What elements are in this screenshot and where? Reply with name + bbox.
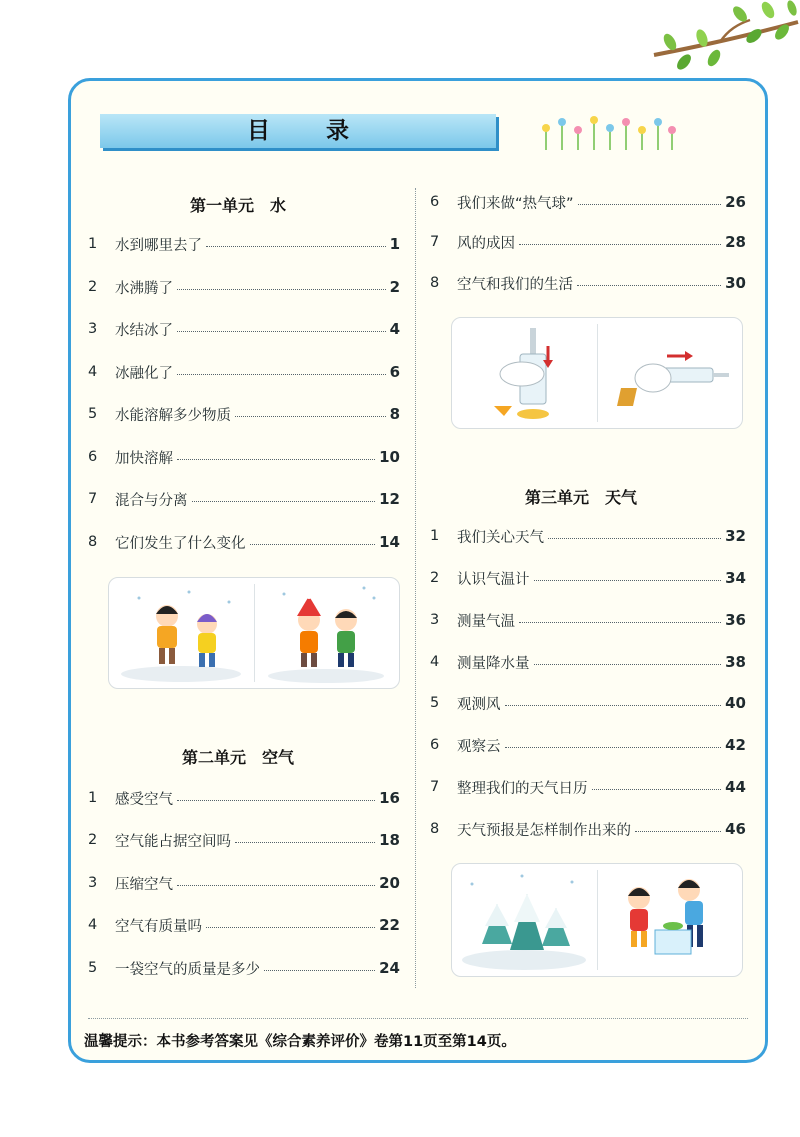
dot-leader bbox=[235, 416, 386, 417]
entry-page: 16 bbox=[379, 789, 400, 807]
entry-title: 观察云 bbox=[457, 738, 501, 755]
entry-number: 4 bbox=[88, 917, 98, 933]
entry-number: 3 bbox=[88, 875, 98, 891]
toc-entry[interactable] bbox=[88, 829, 400, 851]
entry-title: 测量降水量 bbox=[457, 655, 530, 672]
entry-title: 空气和我们的生活 bbox=[457, 276, 573, 293]
toc-entry[interactable] bbox=[430, 776, 746, 798]
column-divider bbox=[415, 188, 416, 988]
toc-entry[interactable] bbox=[88, 233, 400, 255]
dot-leader bbox=[548, 538, 721, 539]
entry-page: 40 bbox=[725, 694, 746, 712]
entry-page: 34 bbox=[725, 569, 746, 587]
entry-number: 8 bbox=[430, 821, 440, 837]
entry-title: 风的成因 bbox=[457, 235, 515, 252]
illustration-winter-kids bbox=[108, 577, 400, 689]
entry-number: 1 bbox=[88, 790, 98, 806]
entry-title: 混合与分离 bbox=[115, 492, 188, 509]
illustration-syringe-experiment bbox=[451, 317, 743, 429]
toc-entry[interactable] bbox=[88, 318, 400, 340]
entry-number: 2 bbox=[88, 279, 98, 295]
dot-leader bbox=[250, 544, 376, 545]
entry-number: 4 bbox=[430, 654, 440, 670]
toc-entry[interactable] bbox=[430, 734, 746, 756]
toc-entry[interactable] bbox=[430, 525, 746, 547]
entry-number: 3 bbox=[88, 321, 98, 337]
syringe-push-sideways-illustration bbox=[597, 318, 742, 428]
unit-3-title: 第三单元 天气 bbox=[525, 488, 638, 507]
entry-page: 18 bbox=[379, 831, 400, 849]
dot-leader bbox=[578, 204, 722, 205]
entry-title: 一袋空气的质量是多少 bbox=[115, 961, 260, 978]
entry-page: 10 bbox=[379, 448, 400, 466]
entry-title: 冰融化了 bbox=[115, 365, 173, 382]
entry-number: 1 bbox=[88, 236, 98, 252]
dot-leader bbox=[519, 244, 721, 245]
dot-leader bbox=[264, 970, 375, 971]
toc-entry[interactable] bbox=[88, 914, 400, 936]
entry-page: 22 bbox=[379, 916, 400, 934]
entry-page: 44 bbox=[725, 778, 746, 796]
entry-page: 24 bbox=[379, 959, 400, 977]
branch-leaves-decoration bbox=[650, 0, 800, 75]
dot-leader bbox=[177, 885, 375, 886]
entry-number: 7 bbox=[430, 234, 440, 250]
entry-number: 6 bbox=[430, 194, 440, 210]
toc-entry[interactable] bbox=[88, 446, 400, 468]
entry-number: 2 bbox=[430, 570, 440, 586]
toc-entry[interactable] bbox=[430, 651, 746, 673]
unit-1-title: 第一单元 水 bbox=[190, 196, 287, 215]
entry-title: 空气有质量吗 bbox=[115, 918, 202, 935]
dot-leader bbox=[177, 331, 386, 332]
entry-page: 42 bbox=[725, 736, 746, 754]
entry-page: 8 bbox=[389, 405, 400, 423]
toc-entry[interactable] bbox=[430, 272, 746, 294]
toc-entry[interactable] bbox=[430, 818, 746, 840]
entry-title: 加快溶解 bbox=[115, 450, 173, 467]
toc-entry[interactable] bbox=[430, 567, 746, 589]
entry-title: 水结冰了 bbox=[115, 322, 173, 339]
entry-title: 我们来做“热气球” bbox=[457, 195, 574, 212]
entry-title: 我们关心天气 bbox=[457, 529, 544, 546]
entry-page: 46 bbox=[725, 820, 746, 838]
dot-leader bbox=[534, 580, 722, 581]
toc-entry[interactable] bbox=[430, 692, 746, 714]
entry-page: 1 bbox=[389, 235, 400, 253]
toc-title-bar bbox=[100, 114, 496, 148]
dot-leader bbox=[206, 246, 386, 247]
entry-page: 14 bbox=[379, 533, 400, 551]
dot-leader bbox=[592, 789, 722, 790]
dot-leader bbox=[635, 831, 721, 832]
entry-number: 7 bbox=[88, 491, 98, 507]
toc-entry[interactable] bbox=[88, 361, 400, 383]
entry-title: 水能溶解多少物质 bbox=[115, 407, 231, 424]
entry-number: 4 bbox=[88, 364, 98, 380]
snowy-trees-illustration bbox=[452, 864, 597, 976]
entry-number: 6 bbox=[88, 449, 98, 465]
kids-in-snow-hats-illustration bbox=[254, 578, 399, 688]
illustration-weather-observation bbox=[451, 863, 743, 977]
entry-number: 8 bbox=[88, 534, 98, 550]
toc-entry[interactable] bbox=[88, 787, 400, 809]
kids-in-snow-illustration bbox=[109, 578, 254, 688]
entry-number: 7 bbox=[430, 779, 440, 795]
entry-page: 26 bbox=[725, 193, 746, 211]
dot-leader bbox=[192, 501, 376, 502]
entry-title: 观测风 bbox=[457, 696, 501, 713]
toc-entry[interactable] bbox=[430, 231, 746, 253]
toc-entry[interactable] bbox=[430, 191, 746, 213]
entry-title: 整理我们的天气日历 bbox=[457, 780, 588, 797]
entry-number: 6 bbox=[430, 737, 440, 753]
dot-leader bbox=[505, 705, 722, 706]
entry-number: 8 bbox=[430, 275, 440, 291]
entry-number: 5 bbox=[88, 960, 98, 976]
entry-page: 28 bbox=[725, 233, 746, 251]
footer-divider bbox=[88, 1018, 748, 1019]
dot-leader bbox=[177, 459, 375, 460]
toc-entry[interactable] bbox=[88, 531, 400, 553]
entry-number: 5 bbox=[430, 695, 440, 711]
entry-title: 压缩空气 bbox=[115, 876, 173, 893]
kids-rain-gauge-illustration bbox=[597, 864, 742, 976]
entry-title: 水到哪里去了 bbox=[115, 237, 202, 254]
entry-page: 4 bbox=[389, 320, 400, 338]
dot-leader bbox=[177, 800, 375, 801]
footer-note: 温馨提示：本书参考答案见《综合素养评价》卷第11页至第14页。 bbox=[84, 1034, 516, 1050]
entry-number: 1 bbox=[430, 528, 440, 544]
entry-page: 36 bbox=[725, 611, 746, 629]
toc-entry[interactable] bbox=[88, 403, 400, 425]
dot-leader bbox=[177, 374, 386, 375]
flowers-decoration bbox=[538, 112, 678, 152]
entry-page: 2 bbox=[389, 278, 400, 296]
toc-title: 目 录 bbox=[246, 118, 373, 144]
entry-title: 天气预报是怎样制作出来的 bbox=[457, 822, 631, 839]
entry-page: 20 bbox=[379, 874, 400, 892]
toc-entry[interactable] bbox=[88, 276, 400, 298]
toc-entry[interactable] bbox=[88, 872, 400, 894]
dot-leader bbox=[177, 289, 386, 290]
entry-title: 测量气温 bbox=[457, 613, 515, 630]
entry-page: 32 bbox=[725, 527, 746, 545]
entry-title: 空气能占据空间吗 bbox=[115, 833, 231, 850]
entry-title: 感受空气 bbox=[115, 791, 173, 808]
entry-number: 2 bbox=[88, 832, 98, 848]
entry-page: 6 bbox=[389, 363, 400, 381]
unit-2-title: 第二单元 空气 bbox=[182, 748, 295, 767]
dot-leader bbox=[505, 747, 722, 748]
entry-title: 水沸腾了 bbox=[115, 280, 173, 297]
dot-leader bbox=[206, 927, 375, 928]
entry-title: 认识气温计 bbox=[457, 571, 530, 588]
syringe-push-down-illustration bbox=[452, 318, 597, 428]
toc-entry[interactable] bbox=[430, 609, 746, 631]
dot-leader bbox=[534, 664, 722, 665]
dot-leader bbox=[519, 622, 721, 623]
entry-page: 30 bbox=[725, 274, 746, 292]
dot-leader bbox=[235, 842, 375, 843]
entry-number: 5 bbox=[88, 406, 98, 422]
dot-leader bbox=[577, 285, 721, 286]
entry-page: 38 bbox=[725, 653, 746, 671]
entry-number: 3 bbox=[430, 612, 440, 628]
toc-entry[interactable] bbox=[88, 957, 400, 979]
entry-title: 它们发生了什么变化 bbox=[115, 535, 246, 552]
toc-entry[interactable] bbox=[88, 488, 400, 510]
entry-page: 12 bbox=[379, 490, 400, 508]
